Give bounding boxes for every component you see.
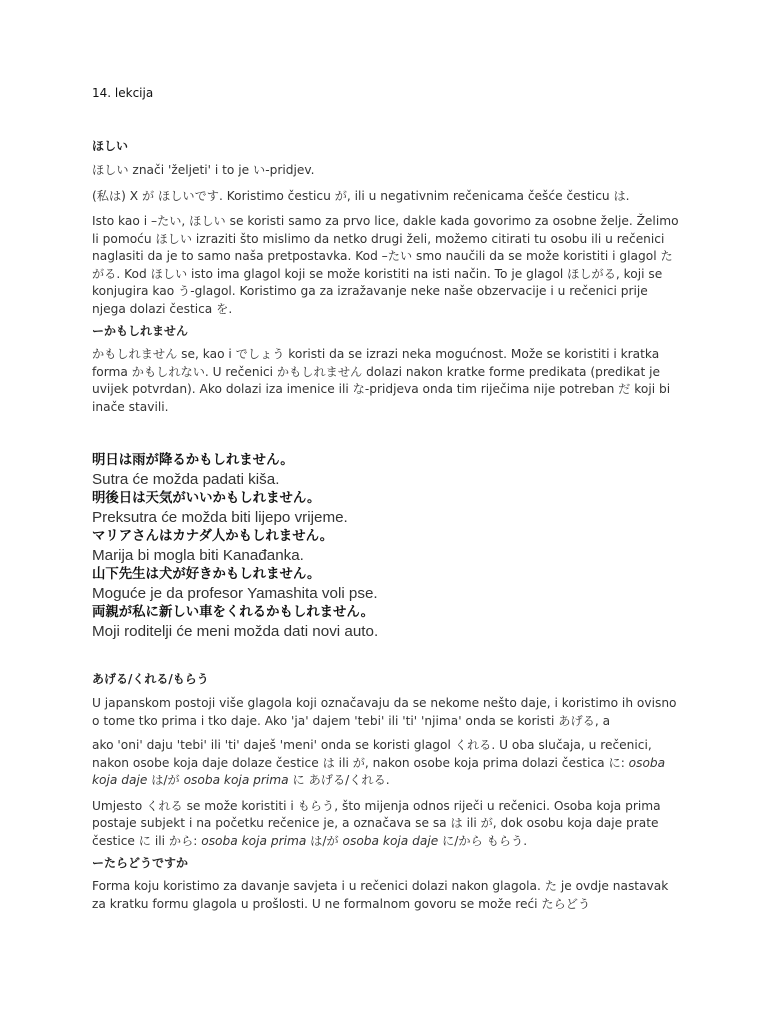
italic-term: osoba koja prima xyxy=(183,773,289,787)
example-translation: Moguće je da profesor Yamashita voli pse. xyxy=(92,585,378,602)
paragraph xyxy=(92,798,682,851)
example-japanese: 山下先生は犬が好きかもしれません。 xyxy=(92,567,321,582)
paragraph xyxy=(92,737,682,790)
italic-term: osoba koja daje xyxy=(92,755,666,787)
paragraph: U japanskom postoji više glagola koji označavaju da se nekome nešto daje, i koristimo ih ovisno o tome tko prima i tko daje. Ako 'ja' dajem 'tebi' ili 'ti' 'njima' onda se koristi あげる, a xyxy=(92,696,677,728)
paragraph: (私は) X が ほしいです. Koristimo česticu が, ili u negativnim rečenicama češće česticu は. xyxy=(92,188,630,203)
paragraph-text: Umjesto くれる se može koristiti i もらう, što mijenja odnos riječi u rečenici. Osoba koja prima postaje subjekt i na početku rečenice je, a označava se sa は ili が, dok osobu koja daje prate čestice に ili から: xyxy=(92,798,661,848)
example-list xyxy=(92,451,682,641)
example-japanese: 明後日は天気がいいかもしれません。 xyxy=(92,491,321,506)
paragraph: ほしい znači 'željeti' i to je い-pridjev. xyxy=(92,163,315,177)
paragraph-text: に あげる/くれる. xyxy=(288,773,390,787)
section-heading-ageru-kureru-morau: あげる/くれる/もらう xyxy=(92,672,209,686)
italic-term: osoba koja prima xyxy=(201,833,307,848)
example-japanese: マリアさんはカナダ人かもしれません。 xyxy=(92,529,334,544)
section-heading-kamoshiremasen: ーかもしれません xyxy=(92,324,189,338)
example-translation: Moji roditelji će meni možda dati novi auto. xyxy=(92,623,379,640)
section-heading-hoshii: ほしい xyxy=(92,139,129,153)
paragraph-text: は/が xyxy=(147,773,184,787)
italic-term: osoba koja daje xyxy=(342,833,439,848)
paragraph: Isto kao i –たい, ほしい se koristi samo za prvo lice, dakle kada govorimo za osobne želje. Želimo li pomoću ほしい izraziti što mislimo da netko drugi želi, možemo citirati tu osobu ili u rečenici naglasiti da je to samo naša pretpostavka. Kod –たい smo naučili da se može koristiti i glagol たがる. Kod ほしい isto ima glagol koji se može koristiti na isti način. To je glagol ほしがる, koji se konjugira kao う-glagol. Koristimo ga za izražavanje neke naše obzervacije i u rečenici prije njega dolazi čestica を. xyxy=(92,214,679,316)
paragraph-text: は/が xyxy=(306,833,343,848)
section-heading-taradou: ーたらどうですか xyxy=(92,856,189,870)
example-translation: Sutra će možda padati kiša. xyxy=(92,471,280,488)
example-japanese: 両親が私に新しい車をくれるかもしれません。 xyxy=(92,605,375,620)
document-body xyxy=(92,138,682,913)
paragraph: かもしれません se, kao i でしょう koristi da se izrazi neka mogućnost. Može se koristiti i kratka forma かもしれない. U rečenici かもしれません dolazi nakon kratke forme predikata (predikat je uvijek potvrdan). Ako dolazi iza imenice ili な-pridjeva onda tim riječima nije potreban だ koji bi inače stavili. xyxy=(92,347,671,414)
example-translation: Marija bi mogla biti Kanađanka. xyxy=(92,547,304,564)
example-translation: Preksutra će možda biti lijepo vrijeme. xyxy=(92,509,348,526)
lesson-title: 14. lekcija xyxy=(92,86,154,100)
paragraph: Forma koju koristimo za davanje savjeta i u rečenici dolazi nakon glagola. た je ovdje nastavak za kratku formu glagola u prošlosti. U ne formalnom govoru se može reći たらどう xyxy=(92,879,669,911)
example-japanese: 明日は雨が降るかもしれません。 xyxy=(92,453,294,468)
paragraph-text: ako 'oni' daju 'tebi' ili 'ti' daješ 'meni' onda se koristi glagol くれる. U oba slučaja, u rečenici, nakon osobe koja daje dolaze čestice は ili が, nakon osobe koja prima dolazi čestica に: xyxy=(92,738,652,770)
paragraph-text: に/から もらう. xyxy=(438,833,528,848)
